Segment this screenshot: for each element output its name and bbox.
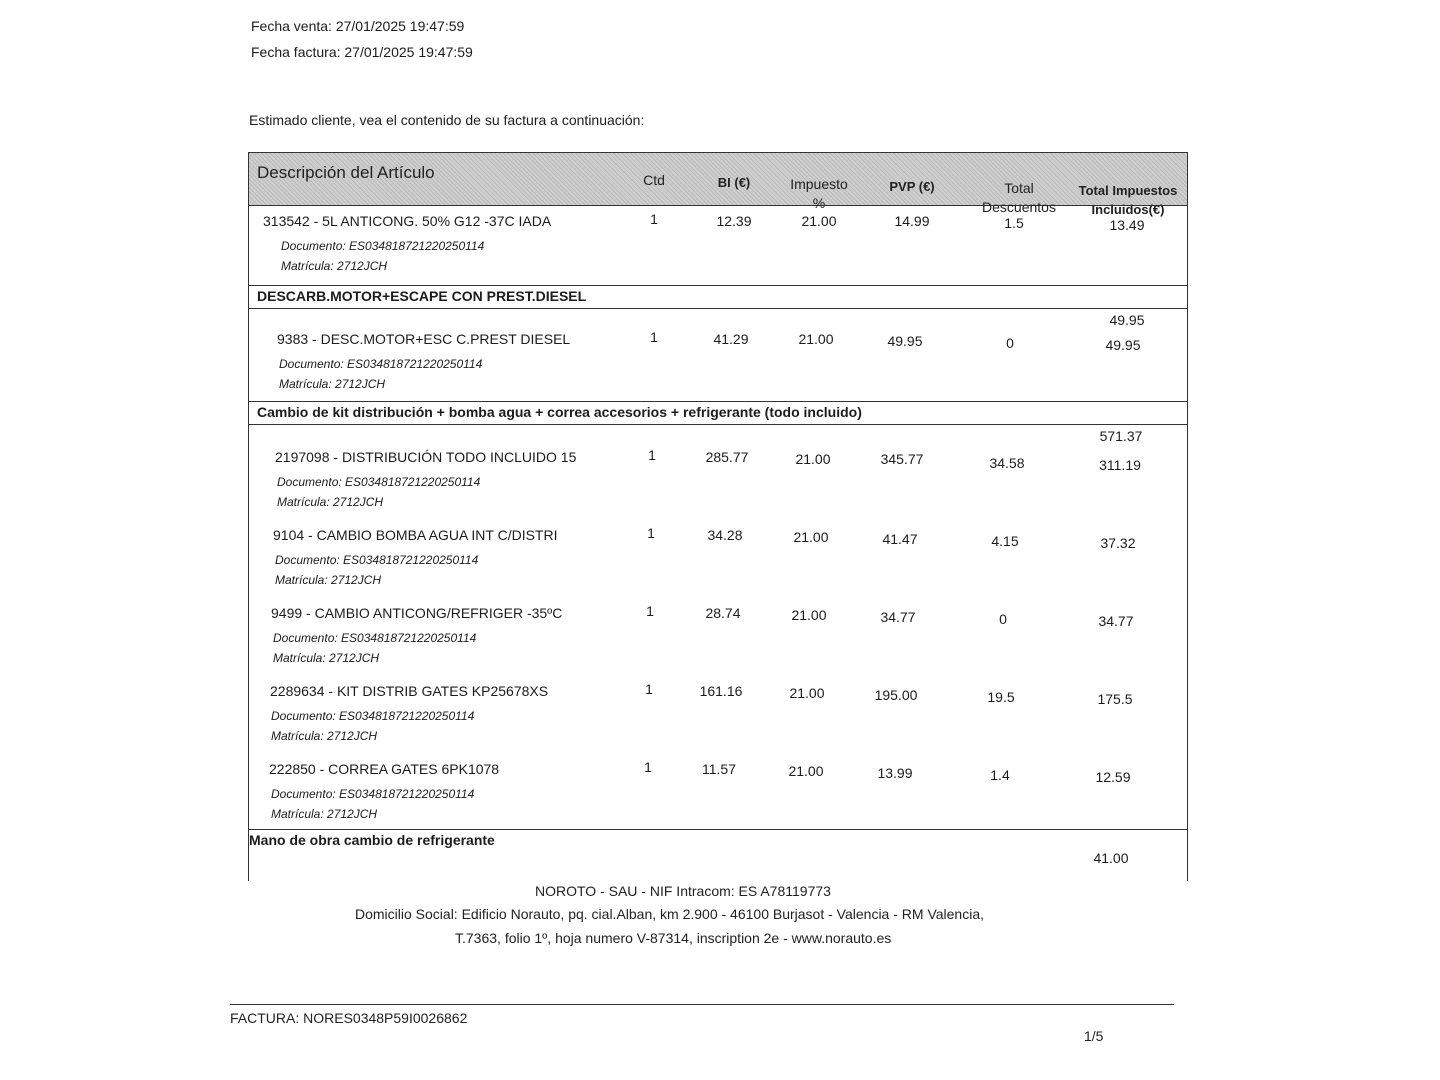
item-plate: Matrícula: 2712JCH <box>271 729 378 743</box>
address-line-2: T.7363, folio 1º, hoja numero V-87314, inscription 2e - www.norauto.es <box>455 930 892 946</box>
item-base: 285.77 <box>705 449 749 465</box>
item-tax: 21.00 <box>791 607 827 623</box>
table-row <box>249 449 1187 523</box>
item-total: 12.59 <box>1095 769 1131 785</box>
table-row <box>249 605 1187 679</box>
item-document: Documento: ES034818721220250114 <box>281 239 485 253</box>
item-pvp: 14.99 <box>894 213 930 229</box>
address-line-1: Domicilio Social: Edificio Norauto, pq. cial.Alban, km 2.900 - 46100 Burjasot - Valencia - RM Valencia, <box>355 906 984 922</box>
item-total: 34.77 <box>1098 613 1134 629</box>
item-base: 12.39 <box>716 213 752 229</box>
item-qty: 1 <box>646 603 654 619</box>
table-row <box>249 213 1187 287</box>
item-name: 313542 - 5L ANTICONG. 50% G12 -37C IADA <box>263 213 552 229</box>
page-number: 1/5 <box>1084 1028 1104 1044</box>
item-name: 9499 - CAMBIO ANTICONG/REFRIGER -35ºC <box>271 605 563 621</box>
col-pvp: PVP (€) <box>889 179 935 194</box>
item-qty: 1 <box>648 447 656 463</box>
item-pvp: 13.99 <box>877 765 913 781</box>
item-pvp: 345.77 <box>880 451 924 467</box>
invoice-number: FACTURA: NORES0348P59I0026862 <box>230 1010 468 1026</box>
item-plate: Matrícula: 2712JCH <box>273 651 380 665</box>
item-name: 2197098 - DISTRIBUCIÓN TODO INCLUIDO 15 <box>275 449 577 465</box>
item-discount: 0 <box>999 611 1007 627</box>
col-tax <box>779 175 859 213</box>
company-line: NOROTO - SAU - NIF Intracom: ES A78119773 <box>535 883 831 899</box>
item-plate: Matrícula: 2712JCH <box>281 259 388 273</box>
intro-text: Estimado cliente, vea el contenido de su factura a continuación: <box>249 112 645 128</box>
item-tax: 21.00 <box>798 331 834 347</box>
item-base: 11.57 <box>702 761 736 777</box>
item-tax: 21.00 <box>801 213 837 229</box>
group-total: 49.95 <box>1109 312 1145 328</box>
table-row <box>249 331 1187 405</box>
item-total: 37.32 <box>1100 535 1136 551</box>
sale-date: Fecha venta: 27/01/2025 19:47:59 <box>251 18 465 34</box>
item-pvp: 41.47 <box>882 531 918 547</box>
item-document: Documento: ES034818721220250114 <box>273 631 477 645</box>
item-qty: 1 <box>650 211 658 227</box>
item-plate: Matrícula: 2712JCH <box>279 377 386 391</box>
item-name: 9104 - CAMBIO BOMBA AGUA INT C/DISTRI <box>273 527 558 543</box>
item-pvp: 34.77 <box>880 609 916 625</box>
item-qty: 1 <box>645 681 653 697</box>
item-plate: Matrícula: 2712JCH <box>275 573 382 587</box>
group-total: 41.00 <box>1093 850 1129 866</box>
col-discounts <box>974 179 1064 217</box>
table-row <box>249 527 1187 601</box>
table-row <box>249 761 1187 835</box>
item-total: 175.5 <box>1097 691 1133 707</box>
invoice-table <box>248 152 1188 881</box>
item-base: 161.16 <box>699 683 743 699</box>
item-name: 222850 - CORREA GATES 6PK1078 <box>269 761 500 777</box>
group-title: Cambio de kit distribución + bomba agua + correa accesorios + refrigerante (todo incluido) <box>257 404 862 420</box>
item-tax: 21.00 <box>793 529 829 545</box>
item-name: 2289634 - KIT DISTRIB GATES KP25678XS <box>270 683 549 699</box>
col-discounts-line2: Descuentos <box>982 199 1056 215</box>
col-tax-line2: % <box>812 195 826 211</box>
item-pvp: 195.00 <box>874 687 918 703</box>
item-plate: Matrícula: 2712JCH <box>277 495 384 509</box>
group-title: Mano de obra cambio de refrigerante <box>249 832 495 848</box>
item-tax: 21.00 <box>795 451 831 467</box>
item-total: 49.95 <box>1105 337 1141 353</box>
item-document: Documento: ES034818721220250114 <box>279 357 483 371</box>
item-discount: 34.58 <box>989 455 1025 471</box>
item-discount: 19.5 <box>987 689 1015 705</box>
invoice-date: Fecha factura: 27/01/2025 19:47:59 <box>251 44 473 60</box>
item-document: Documento: ES034818721220250114 <box>271 709 475 723</box>
item-name: 9383 - DESC.MOTOR+ESC C.PREST DIESEL <box>277 331 571 347</box>
item-discount: 0 <box>1006 335 1014 351</box>
item-base: 34.28 <box>707 527 743 543</box>
item-qty: 1 <box>644 759 652 775</box>
item-qty: 1 <box>650 329 658 345</box>
item-qty: 1 <box>647 525 655 541</box>
group-divider <box>249 308 1187 309</box>
item-discount: 1.4 <box>990 767 1010 783</box>
item-document: Documento: ES034818721220250114 <box>271 787 475 801</box>
group-section <box>249 829 1187 882</box>
group-title: DESCARB.MOTOR+ESCAPE CON PREST.DIESEL <box>257 288 587 304</box>
col-discounts-line1: Total <box>1004 180 1034 196</box>
item-discount: 4.15 <box>991 533 1019 549</box>
group-section <box>249 401 1187 452</box>
footer-divider <box>230 1004 1174 1005</box>
table-header <box>249 153 1187 217</box>
item-total: 13.49 <box>1109 217 1145 233</box>
item-pvp: 49.95 <box>887 333 923 349</box>
item-document: Documento: ES034818721220250114 <box>277 475 481 489</box>
group-section <box>249 285 1187 336</box>
col-description: Descripción del Artículo <box>257 163 435 182</box>
table-row <box>249 683 1187 757</box>
col-tax-line1: Impuesto <box>790 176 848 192</box>
col-total-line1: Total Impuestos <box>1078 183 1178 198</box>
group-total: 571.37 <box>1099 428 1143 444</box>
item-total: 311.19 <box>1099 457 1141 473</box>
col-quantity: Ctd <box>643 172 665 188</box>
item-base: 28.74 <box>705 605 741 621</box>
col-base: BI (€) <box>717 175 751 190</box>
item-plate: Matrícula: 2712JCH <box>271 807 378 821</box>
col-total-line2: Incluidos(€) <box>1091 202 1165 217</box>
item-discount: 1.5 <box>1004 215 1024 231</box>
item-base: 41.29 <box>713 331 749 347</box>
item-tax: 21.00 <box>788 763 824 779</box>
group-divider <box>249 424 1187 425</box>
item-document: Documento: ES034818721220250114 <box>275 553 479 567</box>
item-tax: 21.00 <box>789 685 825 701</box>
